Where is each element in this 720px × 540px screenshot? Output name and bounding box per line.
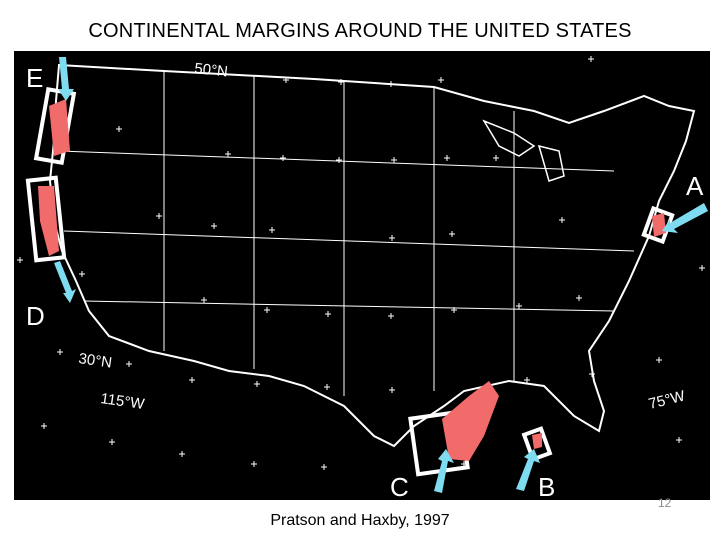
region-e-margin [49, 99, 70, 156]
region-b-label: B [538, 472, 556, 500]
region-b-arrow [516, 449, 540, 491]
us-outline [50, 65, 694, 446]
slide-title: CONTINENTAL MARGINS AROUND THE UNITED STATES [88, 20, 632, 42]
great-lakes [484, 121, 564, 181]
region-d-label: D [26, 301, 45, 331]
citation: Pratson and Haxby, 1997 [270, 512, 450, 529]
lon-115-label: 115°W [99, 390, 146, 414]
region-a [644, 203, 708, 242]
region-d [28, 178, 76, 303]
lat-50-label: 50°N [193, 60, 229, 81]
region-b-margin [532, 433, 542, 449]
region-c-label: C [390, 472, 409, 500]
region-a-label: A [686, 171, 704, 201]
region-a-arrow [662, 203, 708, 233]
region-c-margin [442, 381, 499, 461]
state-borders [59, 71, 634, 396]
region-d-arrow [54, 261, 76, 303]
lat-30-label: 30°N [77, 350, 113, 372]
region-e-label: E [26, 63, 44, 93]
map-svg [14, 51, 710, 500]
slide-number: 12 [658, 496, 672, 510]
lon-75-label: 75°W [646, 387, 687, 413]
region-a-margin [652, 213, 666, 237]
us-margins-map [14, 51, 710, 500]
